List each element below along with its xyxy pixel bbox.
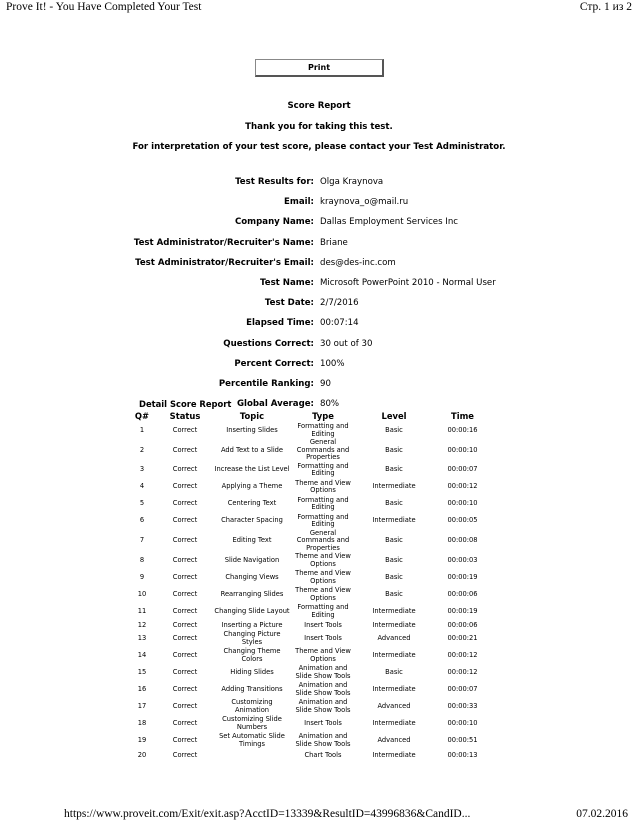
cell-q-number: 11 xyxy=(137,607,147,616)
cell-topic xyxy=(214,750,290,762)
cell-topic: Changing Slide Layout xyxy=(214,607,290,616)
page-footer xyxy=(64,808,628,824)
header-status: Status xyxy=(169,411,201,421)
page-header-page-number: Стр. 1 из 2 xyxy=(579,1,632,13)
table-row xyxy=(128,496,493,513)
cell-type: Animation and Slide Show Tools xyxy=(295,732,351,749)
info-value: 2/7/2016 xyxy=(320,298,359,309)
table-row xyxy=(128,750,493,762)
table-row xyxy=(128,631,493,648)
cell-status: Correct xyxy=(172,499,198,508)
cell-level: Basic xyxy=(385,590,403,599)
page-footer-date: 07.02.2016 xyxy=(576,808,628,820)
info-value: kraynova_o@mail.ru xyxy=(320,197,409,208)
cell-time: 00:00:08 xyxy=(447,536,478,545)
page-header xyxy=(6,1,632,17)
cell-q-number: 5 xyxy=(139,499,145,508)
info-value: Olga Kraynova xyxy=(320,177,384,187)
cell-status: Correct xyxy=(172,651,198,660)
cell-level: Intermediate xyxy=(372,750,416,759)
cell-topic: Editing Text xyxy=(232,536,272,545)
table-row xyxy=(128,479,493,496)
cell-q-number: 3 xyxy=(139,465,145,474)
detail-score-table xyxy=(128,410,493,762)
cell-time: 00:00:07 xyxy=(447,685,478,694)
cell-topic: Customizing Animation xyxy=(231,698,273,715)
info-label: Elapsed Time: xyxy=(246,318,314,329)
cell-time: 00:00:03 xyxy=(447,556,478,565)
cell-type: Theme and View Options xyxy=(295,552,351,569)
cell-topic: Increase the List Level xyxy=(214,465,290,474)
cell-status: Correct xyxy=(172,620,198,629)
header-level: Level xyxy=(381,411,407,421)
cell-level: Basic xyxy=(385,465,403,474)
table-row xyxy=(128,462,493,479)
table-row xyxy=(128,699,493,716)
table-row xyxy=(128,570,493,587)
info-label: Test Administrator/Recruiter's Name: xyxy=(133,237,314,248)
cell-time: 00:00:33 xyxy=(447,702,478,711)
table-row xyxy=(128,682,493,699)
header-type: Type xyxy=(312,411,334,421)
cell-level: Intermediate xyxy=(372,719,416,728)
cell-q-number: 1 xyxy=(139,425,145,434)
cell-level: Basic xyxy=(385,425,403,434)
cell-topic: Hiding Slides xyxy=(230,668,274,677)
cell-q-number: 7 xyxy=(139,536,145,545)
cell-q-number: 8 xyxy=(139,556,145,565)
cell-time: 00:00:07 xyxy=(447,465,478,474)
cell-level: Advanced xyxy=(377,634,411,643)
info-row xyxy=(0,253,638,273)
info-label: Questions Correct: xyxy=(223,338,314,349)
info-value: des@des-inc.com xyxy=(320,257,396,268)
cell-topic: Add Text to a Slide xyxy=(220,445,284,454)
table-row xyxy=(128,733,493,750)
cell-q-number: 13 xyxy=(137,634,147,643)
cell-status: Correct xyxy=(172,573,198,582)
cell-q-number: 2 xyxy=(139,445,145,454)
cell-q-number: 12 xyxy=(137,620,147,629)
cell-topic: Inserting Slides xyxy=(226,425,278,434)
cell-status: Correct xyxy=(172,590,198,599)
interpretation-text: For interpretation of your test score, please contact your Test Administrator. xyxy=(132,142,506,152)
cell-topic: Changing Views xyxy=(225,573,279,582)
header-topic: Topic xyxy=(239,411,265,421)
cell-time: 00:00:12 xyxy=(447,668,478,677)
cell-status: Correct xyxy=(172,668,198,677)
thank-you-text: Thank you for taking this test. xyxy=(245,122,393,132)
table-row xyxy=(128,530,493,553)
cell-topic: Applying a Theme xyxy=(221,482,283,491)
info-row xyxy=(0,374,638,394)
cell-topic: Changing Picture Styles xyxy=(223,630,281,647)
cell-type: Insert Tools xyxy=(304,634,342,643)
detail-score-report-title: Detail Score Report xyxy=(139,399,232,409)
page-header-title: Prove It! - You Have Completed Your Test xyxy=(6,1,202,13)
cell-status: Correct xyxy=(172,445,198,454)
cell-level: Basic xyxy=(385,445,403,454)
info-value: 100% xyxy=(320,358,345,369)
cell-q-number: 4 xyxy=(139,482,145,491)
info-row xyxy=(0,192,638,212)
cell-type: Insert Tools xyxy=(304,719,342,728)
cell-type: Theme and View Options xyxy=(295,569,351,586)
header-time: Time xyxy=(451,411,474,421)
info-value: 00:07:14 xyxy=(320,318,359,329)
info-label: Company Name: xyxy=(234,217,314,228)
table-row xyxy=(128,513,493,530)
cell-status: Correct xyxy=(172,482,198,491)
table-row xyxy=(128,621,493,631)
cell-level: Basic xyxy=(385,536,403,545)
cell-time: 00:00:12 xyxy=(447,482,478,491)
info-row xyxy=(0,212,638,232)
cell-time: 00:00:10 xyxy=(447,445,478,454)
info-value: 90 xyxy=(320,379,331,389)
cell-time: 00:00:12 xyxy=(447,651,478,660)
cell-level: Advanced xyxy=(377,736,411,745)
table-row xyxy=(128,587,493,604)
cell-time: 00:00:05 xyxy=(447,516,478,525)
info-value: 30 out of 30 xyxy=(320,338,373,349)
cell-time: 00:00:51 xyxy=(447,736,478,745)
cell-topic: Adding Transitions xyxy=(221,685,283,694)
info-label: Test Results for: xyxy=(235,177,314,187)
cell-type: Insert Tools xyxy=(304,620,342,629)
cell-level: Intermediate xyxy=(372,607,416,616)
score-report-title: Score Report xyxy=(287,101,351,111)
table-row xyxy=(128,422,493,439)
cell-q-number: 15 xyxy=(137,668,147,677)
cell-time: 00:00:06 xyxy=(447,620,478,629)
cell-status: Correct xyxy=(172,736,198,745)
cell-status: Correct xyxy=(172,750,198,759)
cell-type: Animation and Slide Show Tools xyxy=(295,664,351,681)
info-value: Briane xyxy=(320,237,348,248)
cell-type: General Commands and Properties xyxy=(296,438,350,462)
cell-type: Animation and Slide Show Tools xyxy=(295,698,351,715)
cell-type: Animation and Slide Show Tools xyxy=(295,681,351,698)
cell-level: Intermediate xyxy=(372,516,416,525)
cell-type: Theme and View Options xyxy=(295,647,351,664)
detail-header-row xyxy=(128,410,493,422)
cell-status: Correct xyxy=(172,702,198,711)
cell-status: Correct xyxy=(172,425,198,434)
cell-type: Formatting and Editing xyxy=(297,461,349,478)
cell-topic: Set Automatic Slide Timings xyxy=(219,732,285,749)
table-row xyxy=(128,604,493,621)
cell-level: Basic xyxy=(385,668,403,677)
cell-status: Correct xyxy=(172,536,198,545)
cell-type: Theme and View Options xyxy=(295,478,351,495)
info-label: Test Date: xyxy=(264,298,314,309)
cell-topic: Rearranging Slides xyxy=(220,590,284,599)
info-row xyxy=(0,273,638,293)
cell-level: Intermediate xyxy=(372,620,416,629)
info-row xyxy=(0,172,638,192)
cell-level: Basic xyxy=(385,499,403,508)
cell-level: Basic xyxy=(385,573,403,582)
cell-time: 00:00:06 xyxy=(447,590,478,599)
cell-level: Intermediate xyxy=(372,482,416,491)
cell-level: Intermediate xyxy=(372,651,416,660)
page-footer-url: https://www.proveit.com/Exit/exit.asp?AcctID=13339&ResultID=43996836&CandID... xyxy=(64,808,471,820)
cell-q-number: 19 xyxy=(137,736,147,745)
info-row xyxy=(0,334,638,354)
cell-topic: Slide Navigation xyxy=(224,556,280,565)
cell-type: Formatting and Editing xyxy=(297,512,349,529)
cell-q-number: 9 xyxy=(139,573,145,582)
info-value: Microsoft PowerPoint 2010 - Normal User xyxy=(320,278,496,288)
info-row xyxy=(0,233,638,253)
info-row xyxy=(0,354,638,374)
cell-status: Correct xyxy=(172,685,198,694)
cell-time: 00:00:10 xyxy=(447,499,478,508)
table-row xyxy=(128,665,493,682)
cell-time: 00:00:19 xyxy=(447,573,478,582)
cell-q-number: 20 xyxy=(137,750,147,759)
cell-level: Basic xyxy=(385,556,403,565)
cell-q-number: 6 xyxy=(139,516,145,525)
table-row xyxy=(128,553,493,570)
cell-status: Correct xyxy=(172,465,198,474)
cell-topic: Inserting a Picture xyxy=(221,620,283,629)
cell-type: Formatting and Editing xyxy=(297,421,349,438)
info-label: Email: xyxy=(284,197,314,208)
cell-level: Advanced xyxy=(377,702,411,711)
info-label: Percentile Ranking: xyxy=(218,379,314,389)
info-label: Test Name: xyxy=(260,278,314,288)
cell-q-number: 14 xyxy=(137,651,147,660)
cell-status: Correct xyxy=(172,516,198,525)
cell-time: 00:00:16 xyxy=(447,425,478,434)
info-label: Percent Correct: xyxy=(234,358,314,369)
info-label: Global Average: xyxy=(236,399,314,410)
cell-type: Theme and View Options xyxy=(295,586,351,603)
cell-time: 00:00:10 xyxy=(447,719,478,728)
cell-status: Correct xyxy=(172,556,198,565)
cell-status: Correct xyxy=(172,607,198,616)
table-row xyxy=(128,439,493,462)
cell-time: 00:00:19 xyxy=(447,607,478,616)
info-row xyxy=(0,293,638,313)
cell-time: 00:00:21 xyxy=(447,634,478,643)
info-label: Test Administrator/Recruiter's Email: xyxy=(135,257,314,268)
cell-status: Correct xyxy=(172,634,198,643)
table-row xyxy=(128,716,493,733)
cell-time: 00:00:13 xyxy=(447,750,478,759)
cell-level: Intermediate xyxy=(372,685,416,694)
header-q: Q# xyxy=(134,411,150,421)
info-value: 80% xyxy=(320,399,340,410)
cell-topic: Centering Text xyxy=(227,499,277,508)
cell-status: Correct xyxy=(172,719,198,728)
cell-q-number: 16 xyxy=(137,685,147,694)
info-row xyxy=(0,313,638,333)
cell-type: Formatting and Editing xyxy=(297,603,349,620)
cell-topic: Customizing Slide Numbers xyxy=(222,715,282,732)
table-row xyxy=(128,648,493,665)
cell-type: General Commands and Properties xyxy=(296,528,350,552)
cell-q-number: 10 xyxy=(137,590,147,599)
info-value: Dallas Employment Services Inc xyxy=(320,217,459,228)
cell-type: Formatting and Editing xyxy=(297,495,349,512)
cell-q-number: 18 xyxy=(137,719,147,728)
cell-q-number: 17 xyxy=(137,702,147,711)
cell-topic: Changing Theme Colors xyxy=(223,647,281,664)
print-button[interactable]: Print xyxy=(255,59,384,77)
cell-topic: Character Spacing xyxy=(221,516,283,525)
cell-type: Chart Tools xyxy=(304,750,342,759)
